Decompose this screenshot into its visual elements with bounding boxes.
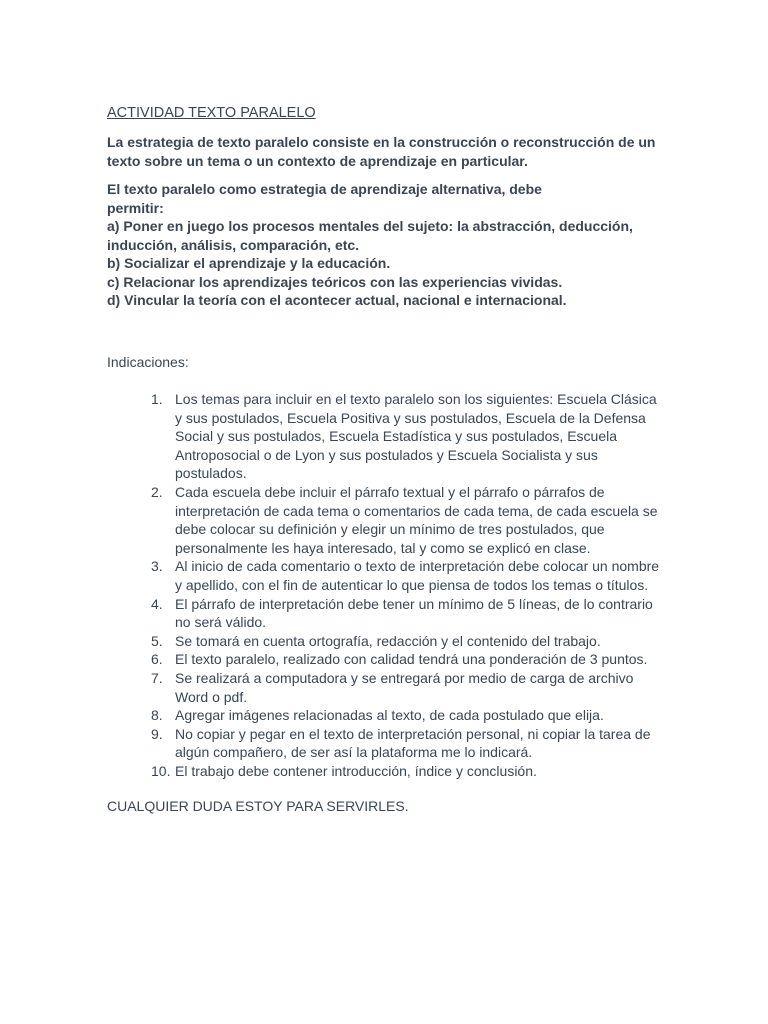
list-item xyxy=(107,557,667,594)
objective-item-d: d) Vincular la teoría con el acontecer actual, nacional e internacional. xyxy=(107,292,567,308)
list-number: 7. xyxy=(151,669,163,686)
closing-line: CUALQUIER DUDA ESTOY PARA SERVIRLES. xyxy=(107,798,409,815)
list-number: 8. xyxy=(151,707,163,724)
intro-paragraph: La estrategia de texto paralelo consiste en la construcción o reconstrucción de un texto sobre un tema o un contexto de aprendizaje en particular. xyxy=(107,134,656,169)
objectives-block xyxy=(107,180,667,310)
list-number: 4. xyxy=(151,595,163,612)
list-item-text: Agregar imágenes relacionadas al texto, de cada postulado que elija. xyxy=(175,707,604,724)
list-item xyxy=(107,725,667,762)
list-number: 1. xyxy=(151,391,163,407)
list-item-text: No copiar y pegar en el texto de interpretación personal, ni copiar la tarea de algún compañero, de ser así la plataforma me lo indicará. xyxy=(175,725,651,761)
list-item xyxy=(107,390,667,483)
list-item xyxy=(107,669,667,706)
list-item xyxy=(107,483,667,557)
list-item-text: Al inicio de cada comentario o texto de interpretación debe colocar un nombre y apellido, con el fin de autenticar lo que piensa de todos los temas o títulos. xyxy=(175,558,660,593)
list-item-text: Cada escuela debe incluir el párrafo textual y el párrafo o párrafos de interpretación de cada tema o comentarios de cada tema, de cada escuela se debe colocar su definición y elegir un mínimo de tres postulados, que personalmente les haya interesado, tal y como se explicó en clase. xyxy=(175,483,658,556)
list-item xyxy=(107,706,667,725)
list-number: 3. xyxy=(151,558,163,575)
list-item xyxy=(107,762,667,781)
objectives-heading-line-2: permitir: xyxy=(107,199,164,216)
list-item xyxy=(107,650,667,669)
list-item xyxy=(107,595,667,632)
list-item xyxy=(107,632,667,651)
list-number: 2. xyxy=(151,483,163,500)
objective-item-c: c) Relacionar los aprendizajes teóricos con las experiencias vividas. xyxy=(107,273,563,290)
objective-item-a: a) Poner en juego los procesos mentales del sujeto: la abstracción, deducción, inducción, análisis, comparación, etc. xyxy=(107,218,633,253)
tasks-list xyxy=(107,390,667,780)
list-number: 5. xyxy=(151,632,163,649)
list-item-text: Se tomará en cuenta ortografía, redacción y el contenido del trabajo. xyxy=(175,632,601,649)
document-page xyxy=(107,104,667,816)
list-number: 9. xyxy=(151,725,163,742)
objectives-heading-line-1: El texto paralelo como estrategia de aprendizaje alternativa, debe xyxy=(107,181,542,197)
list-number: 10. xyxy=(151,762,171,779)
list-item-text: El trabajo debe contener introducción, índice y conclusión. xyxy=(175,762,537,779)
indications-label: Indicaciones: xyxy=(107,353,189,370)
list-item-text: El texto paralelo, realizado con calidad tendrá una ponderación de 3 puntos. xyxy=(175,651,648,668)
objective-item-b: b) Socializar el aprendizaje y la educación. xyxy=(107,255,391,271)
list-item-text: El párrafo de interpretación debe tener un mínimo de 5 líneas, de lo contrario no será válido. xyxy=(175,595,653,631)
list-item-text: Se realizará a computadora y se entregará por medio de carga de archivo Word o pdf. xyxy=(175,669,634,705)
list-item-text: Los temas para incluir en el texto paralelo son los siguientes: Escuela Clásica y sus postulados, Escuela Positiva y sus postulados, Escuela de la Defensa Social y sus postulados, Escuela Estadística y sus postulados, Escuela Antroposocial o de Lyon y sus postulados y Escuela Socialista y sus postulados. xyxy=(175,391,657,482)
list-number: 6. xyxy=(151,651,163,668)
document-title: ACTIVIDAD TEXTO PARALELO xyxy=(107,105,316,121)
